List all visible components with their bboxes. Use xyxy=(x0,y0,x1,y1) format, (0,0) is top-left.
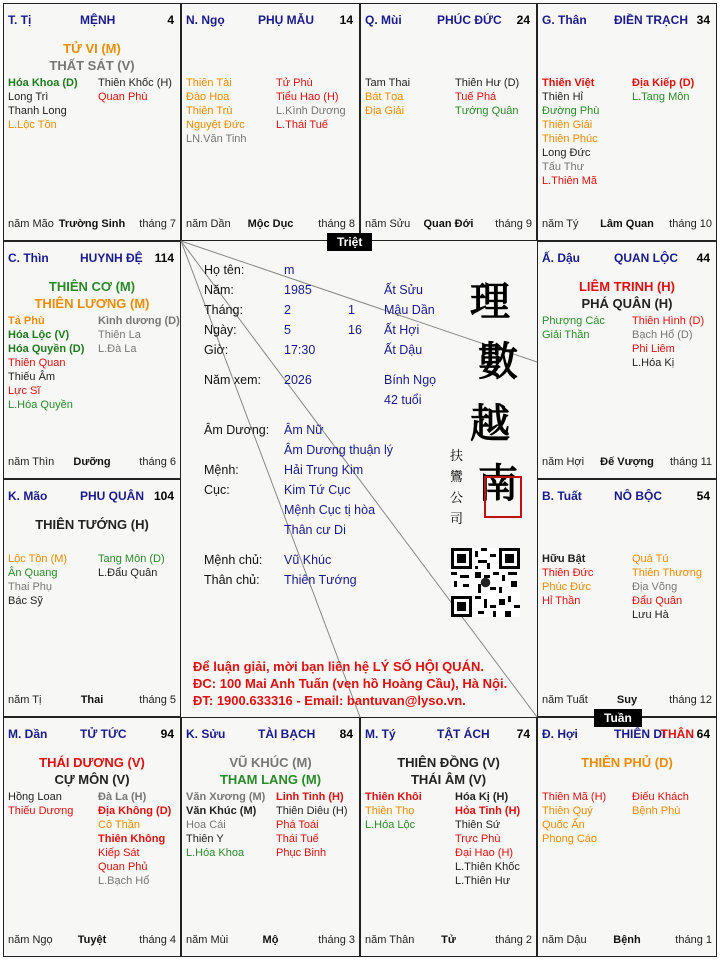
minor-star: L.Đẩu Quân xyxy=(98,567,158,579)
main-star: LIÊM TRINH (H) xyxy=(578,279,676,294)
minor-star: Lực Sĩ xyxy=(8,385,41,397)
palace-name: PHỤ MẪU xyxy=(258,13,314,27)
than-chu: Thiên Tướng xyxy=(284,573,357,587)
gio-solar: 17:30 xyxy=(284,343,316,357)
minor-star: Hữu Bật xyxy=(542,553,586,565)
main-star: THẤT SÁT (V) xyxy=(49,58,135,73)
minor-star: Hồng Loan xyxy=(8,791,62,803)
minor-star: Thiên Quý xyxy=(542,805,593,817)
minor-star: Đà La (H) xyxy=(98,791,147,803)
ho-ten-value: m xyxy=(284,263,295,277)
minor-star: Điếu Khách xyxy=(632,791,689,803)
palace-branch: Q. Mùi xyxy=(365,13,402,27)
life-stage: Mộ xyxy=(262,934,279,946)
minor-star: Bát Tọa xyxy=(365,91,404,103)
minor-star: Lưu Hà xyxy=(632,609,669,621)
minor-star: Phượng Các xyxy=(542,315,605,327)
minor-star: Kình dương (D) xyxy=(98,315,180,327)
than-marker: THÂN xyxy=(660,727,694,741)
year-branch: năm Thân xyxy=(365,934,415,946)
minor-star: Địa Kiếp (D) xyxy=(632,77,695,89)
minor-star: Đẩu Quân xyxy=(632,595,683,607)
life-stage: Tử xyxy=(441,934,456,946)
minor-star: Thiếu Dương xyxy=(8,805,74,817)
minor-star: Hỏa Tinh (H) xyxy=(455,805,521,817)
minor-star: Thiên Khốc (H) xyxy=(98,77,172,89)
month: tháng 10 xyxy=(669,218,712,230)
minor-star: L.Lộc Tồn xyxy=(8,119,57,131)
minor-star: L.Hóa Kị xyxy=(632,357,675,369)
thang-label: Tháng: xyxy=(204,303,243,317)
minor-star: Quan Phù xyxy=(98,91,148,103)
minor-star: Hỉ Thần xyxy=(542,595,581,607)
gio-label: Giờ: xyxy=(204,343,229,357)
minor-star: Bạch Hổ (D) xyxy=(632,329,693,341)
nam-label: Năm: xyxy=(204,283,234,297)
minor-star: Tang Môn (D) xyxy=(98,553,165,565)
minor-star: Thai Phụ xyxy=(8,581,53,593)
palace-name: THIÊN DI xyxy=(614,727,666,741)
minor-star: Tấu Thư xyxy=(542,161,585,173)
minor-star: Thiên Sứ xyxy=(455,819,501,831)
minor-star: Trực Phù xyxy=(455,833,501,845)
minor-star: Thiên Thương xyxy=(632,567,703,579)
cuc-value-2: Mệnh Cục tị hòa xyxy=(284,503,376,517)
palace-number: 94 xyxy=(160,727,174,741)
minor-star: Bệnh Phù xyxy=(632,805,681,817)
year-branch: năm Hợi xyxy=(542,456,585,468)
minor-star: Tiểu Hao (H) xyxy=(276,91,339,103)
minor-star: L.Hóa Lộc xyxy=(365,819,416,831)
life-stage: Trường Sinh xyxy=(58,218,126,230)
minor-star: Phong Cáo xyxy=(542,833,598,845)
minor-star: Phá Toái xyxy=(276,819,319,831)
menh-label: Mệnh: xyxy=(204,463,239,477)
minor-star: Tướng Quân xyxy=(455,105,519,117)
qr-code-icon xyxy=(451,548,520,617)
palace-name: MỆNH xyxy=(80,13,116,27)
minor-star: Thanh Long xyxy=(8,105,67,117)
cuc-value: Kim Tứ Cục xyxy=(284,483,351,497)
year-branch: năm Ngọ xyxy=(8,934,53,946)
contact-line-2: ĐC: 100 Mai Anh Tuấn (ven hồ Hoàng Cầu), Hà Nội. xyxy=(193,676,508,691)
month: tháng 9 xyxy=(495,218,532,230)
triet-tag: Triệt xyxy=(327,233,372,251)
palace-branch: Ấ. Dậu xyxy=(542,251,581,265)
menh-chu-label: Mệnh chủ: xyxy=(204,553,263,567)
calligraphy-char-4: 南 xyxy=(478,460,518,507)
minor-star: L.Thiên Khốc xyxy=(455,861,520,873)
minor-star: Thiên Diêu (H) xyxy=(276,805,348,817)
minor-star: Long Trì xyxy=(8,91,49,103)
year-branch: năm Mùi xyxy=(186,934,229,946)
palace-branch: K. Sửu xyxy=(186,727,226,741)
ngay-solar: 5 xyxy=(284,323,291,337)
minor-star: Thiên Phúc xyxy=(542,133,598,145)
minor-star: Linh Tinh (H) xyxy=(276,791,344,803)
palace-number: 4 xyxy=(167,13,174,27)
minor-star: Bác Sỹ xyxy=(8,595,43,607)
minor-star: Văn Khúc (M) xyxy=(186,805,257,817)
minor-star: Thiên Thọ xyxy=(365,805,415,817)
minor-star: Thiên Đức xyxy=(542,567,594,579)
minor-star: Tam Thai xyxy=(365,77,411,89)
year-branch: năm Tị xyxy=(8,694,42,706)
minor-star: Đại Hao (H) xyxy=(455,847,514,859)
palace-name: TÀI BẠCH xyxy=(258,727,316,741)
minor-star: Địa Giải xyxy=(365,105,405,117)
palace-branch: N. Ngọ xyxy=(186,13,225,27)
month: tháng 2 xyxy=(495,934,532,946)
minor-star: Thiên Hỉ xyxy=(542,91,583,103)
year-branch: năm Mão xyxy=(8,218,54,230)
palace-name: TẬT ÁCH xyxy=(437,727,490,741)
minor-star: Kiếp Sát xyxy=(98,847,140,859)
minor-star: Thiên Y xyxy=(186,833,224,845)
palace-branch: M. Tý xyxy=(365,727,396,741)
minor-star: Lộc Tồn (M) xyxy=(8,553,68,565)
palace-name: TỬ TỨC xyxy=(80,727,127,741)
cuc-value-3: Thân cư Di xyxy=(284,523,346,537)
palace-number: 64 xyxy=(696,727,710,741)
month: tháng 7 xyxy=(139,218,176,230)
ngay-lunar: Ất Hợi xyxy=(384,323,420,337)
main-star: THIÊN PHỦ (D) xyxy=(581,755,673,770)
menh-chu: Vũ Khúc xyxy=(284,553,332,567)
palace-name: QUAN LỘC xyxy=(614,251,678,265)
palace-branch: B. Tuất xyxy=(542,489,582,503)
month: tháng 11 xyxy=(669,456,712,468)
palace-name: PHÚC ĐỨC xyxy=(437,13,502,27)
contact-line-3: ĐT: 1900.633316 - Email: bantuvan@lyso.vn. xyxy=(193,693,466,708)
minor-star: Phi Liêm xyxy=(632,343,675,355)
minor-star: L.Thiên Mã xyxy=(542,175,598,187)
minor-star: Thiên Tài xyxy=(186,77,232,89)
main-star: THIÊN LƯƠNG (M) xyxy=(34,296,150,311)
minor-star: Thiên Khôi xyxy=(365,791,422,803)
palace-name: PHU QUÂN xyxy=(80,489,145,503)
month: tháng 1 xyxy=(675,934,712,946)
main-star: TỬ VI (M) xyxy=(63,41,121,56)
minor-star: L.Thái Tuế xyxy=(276,119,328,131)
palace-name: NÔ BỘC xyxy=(614,489,662,503)
thang-solar: 2 xyxy=(284,303,291,317)
palace-branch: Đ. Hợi xyxy=(542,727,578,741)
seal-text: 扶 鸞 公 司 xyxy=(450,449,464,527)
palace-number: 14 xyxy=(339,13,353,27)
main-star: VŨ KHÚC (M) xyxy=(229,755,312,770)
palace-name: HUYNH ĐỆ xyxy=(80,251,143,265)
minor-star: Thiên Việt xyxy=(542,77,595,89)
minor-star: Địa Võng xyxy=(632,581,678,593)
calligraphy-char-1: 理 xyxy=(470,278,510,325)
palace-number: 54 xyxy=(696,489,710,503)
minor-star: Đào Hoa xyxy=(186,91,230,103)
minor-star: L.Tang Môn xyxy=(632,91,690,103)
palace-branch: G. Thân xyxy=(542,13,587,27)
thang-lunar-num: 1 xyxy=(348,303,355,317)
than-chu-label: Thân chủ: xyxy=(204,573,260,587)
tuan-tag: Tuần xyxy=(594,709,642,727)
am-duong-label: Âm Dương: xyxy=(204,423,270,437)
minor-star: Thiên Trù xyxy=(186,105,233,117)
palace-name: ĐIỀN TRẠCH xyxy=(614,13,688,27)
minor-star: L.Hóa Quyền xyxy=(8,399,73,411)
minor-star: Phục Binh xyxy=(276,847,327,859)
minor-star: L.Kình Dương xyxy=(276,105,346,117)
month: tháng 4 xyxy=(139,934,176,946)
minor-star: Thiên Hình (D) xyxy=(632,315,705,327)
menh-value: Hải Trung Kim xyxy=(284,463,364,477)
minor-star: Quả Tú xyxy=(632,553,669,565)
nam-solar: 1985 xyxy=(284,283,312,297)
life-stage: Mộc Dục xyxy=(247,218,294,230)
year-branch: năm Dậu xyxy=(542,934,587,946)
minor-star: Phúc Đức xyxy=(542,581,591,593)
minor-star: Thiên Hư (D) xyxy=(455,77,520,89)
year-branch: năm Sửu xyxy=(365,218,411,230)
main-star: PHÁ QUÂN (H) xyxy=(581,296,673,311)
minor-star: Thiên Mã (H) xyxy=(542,791,607,803)
contact-info xyxy=(193,658,507,709)
palace-branch: M. Dần xyxy=(8,727,48,741)
palace-number: 34 xyxy=(696,13,710,27)
minor-star: Thiếu Âm xyxy=(8,371,56,383)
palace-number: 84 xyxy=(339,727,353,741)
tuoi: 42 tuổi xyxy=(384,393,422,407)
minor-star: Hóa Quyền (D) xyxy=(8,343,85,355)
life-stage: Suy xyxy=(616,694,638,706)
am-duong: Âm Nữ xyxy=(284,423,324,437)
nam-xem-lunar: Bính Ngọ xyxy=(384,373,437,387)
minor-star: L.Bạch Hổ xyxy=(98,875,150,887)
minor-star: Thiên Quan xyxy=(8,357,66,369)
palace-number: 24 xyxy=(516,13,530,27)
minor-star: L.Đà La xyxy=(98,343,137,355)
minor-star: L.Thiên Hư xyxy=(455,875,511,887)
ngay-lunar-num: 16 xyxy=(348,323,362,337)
month: tháng 12 xyxy=(669,694,712,706)
contact-line-1: Để luận giải, mời bạn liên hệ LÝ SỐ HỘI QUÁN. xyxy=(193,659,484,674)
red-seal xyxy=(484,476,522,518)
life-stage: Thai xyxy=(80,694,104,706)
minor-star: Tử Phù xyxy=(276,77,313,89)
nam-lunar: Ất Sửu xyxy=(384,283,423,297)
calligraphy-char-3: 越 xyxy=(470,400,510,447)
year-branch: năm Tý xyxy=(542,218,579,230)
minor-star: Hóa Khoa (D) xyxy=(8,77,78,89)
minor-star: Địa Không (D) xyxy=(98,805,172,817)
month: tháng 8 xyxy=(318,218,355,230)
palace-number: 74 xyxy=(516,727,530,741)
gio-lunar: Ất Dậu xyxy=(384,343,423,357)
palace-branch: T. Tị xyxy=(8,13,32,27)
minor-star: Long Đức xyxy=(542,147,591,159)
palace-number: 104 xyxy=(153,489,174,503)
life-stage: Lâm Quan xyxy=(600,218,654,230)
minor-star: Giải Thần xyxy=(542,329,590,341)
am-duong-2: Âm Dương thuận lý xyxy=(284,443,393,457)
minor-star: Quan Phủ xyxy=(98,861,148,873)
calligraphy-char-2: 數 xyxy=(478,338,518,385)
minor-star: Thiên La xyxy=(98,329,141,341)
minor-star: Nguyệt Đức xyxy=(186,119,245,131)
life-stage: Dưỡng xyxy=(73,456,111,468)
minor-star: Hoa Cái xyxy=(186,819,226,831)
main-star: THÁI DƯƠNG (V) xyxy=(39,755,145,770)
year-branch: năm Thìn xyxy=(8,456,55,468)
ngay-label: Ngày: xyxy=(204,323,237,337)
nam-xem-label: Năm xem: xyxy=(204,373,261,387)
life-stage: Tuyệt xyxy=(77,934,107,946)
month: tháng 5 xyxy=(139,694,176,706)
minor-star: Ân Quang xyxy=(8,567,58,579)
minor-star: Văn Xương (M) xyxy=(186,791,266,803)
month: tháng 6 xyxy=(139,456,176,468)
nam-xem: 2026 xyxy=(284,373,312,387)
minor-star: LN.Văn Tinh xyxy=(186,133,247,145)
life-stage: Đế Vượng xyxy=(600,456,654,468)
main-star: THAM LANG (M) xyxy=(219,772,322,787)
year-branch: năm Dần xyxy=(186,218,231,230)
main-star: THIÊN TƯỚNG (H) xyxy=(35,517,149,532)
month: tháng 3 xyxy=(318,934,355,946)
palace-number: 114 xyxy=(154,251,174,265)
minor-star: Quốc Ấn xyxy=(542,819,585,831)
palace-number: 44 xyxy=(696,251,710,265)
minor-star: Tả Phù xyxy=(8,315,45,327)
minor-star: Thái Tuế xyxy=(276,833,319,845)
main-star: THIÊN CƠ (M) xyxy=(48,279,136,294)
minor-star: Hóa Kị (H) xyxy=(455,791,509,803)
life-stage: Quan Đới xyxy=(423,218,474,230)
minor-star: Cô Thần xyxy=(98,819,140,831)
main-star: THÁI ÂM (V) xyxy=(410,772,487,787)
minor-star: Thiên Không xyxy=(98,833,166,845)
minor-star: Đường Phù xyxy=(542,105,600,117)
minor-star: Thiên Giải xyxy=(542,119,593,131)
main-star: THIÊN ĐỒNG (V) xyxy=(397,755,500,770)
main-star: CỰ MÔN (V) xyxy=(54,772,130,787)
life-stage: Bệnh xyxy=(613,934,641,946)
minor-star: Hóa Lộc (V) xyxy=(8,329,70,341)
palace-branch: K. Mão xyxy=(8,489,48,503)
minor-star: L.Hóa Khoa xyxy=(186,847,245,859)
palace-branch: C. Thìn xyxy=(8,251,49,265)
cuc-label: Cục: xyxy=(204,483,230,497)
year-branch: năm Tuất xyxy=(542,694,588,706)
ho-ten-label: Họ tên: xyxy=(204,263,245,277)
minor-star: Tuế Phá xyxy=(455,91,497,103)
thang-lunar: Mậu Dần xyxy=(384,303,435,317)
